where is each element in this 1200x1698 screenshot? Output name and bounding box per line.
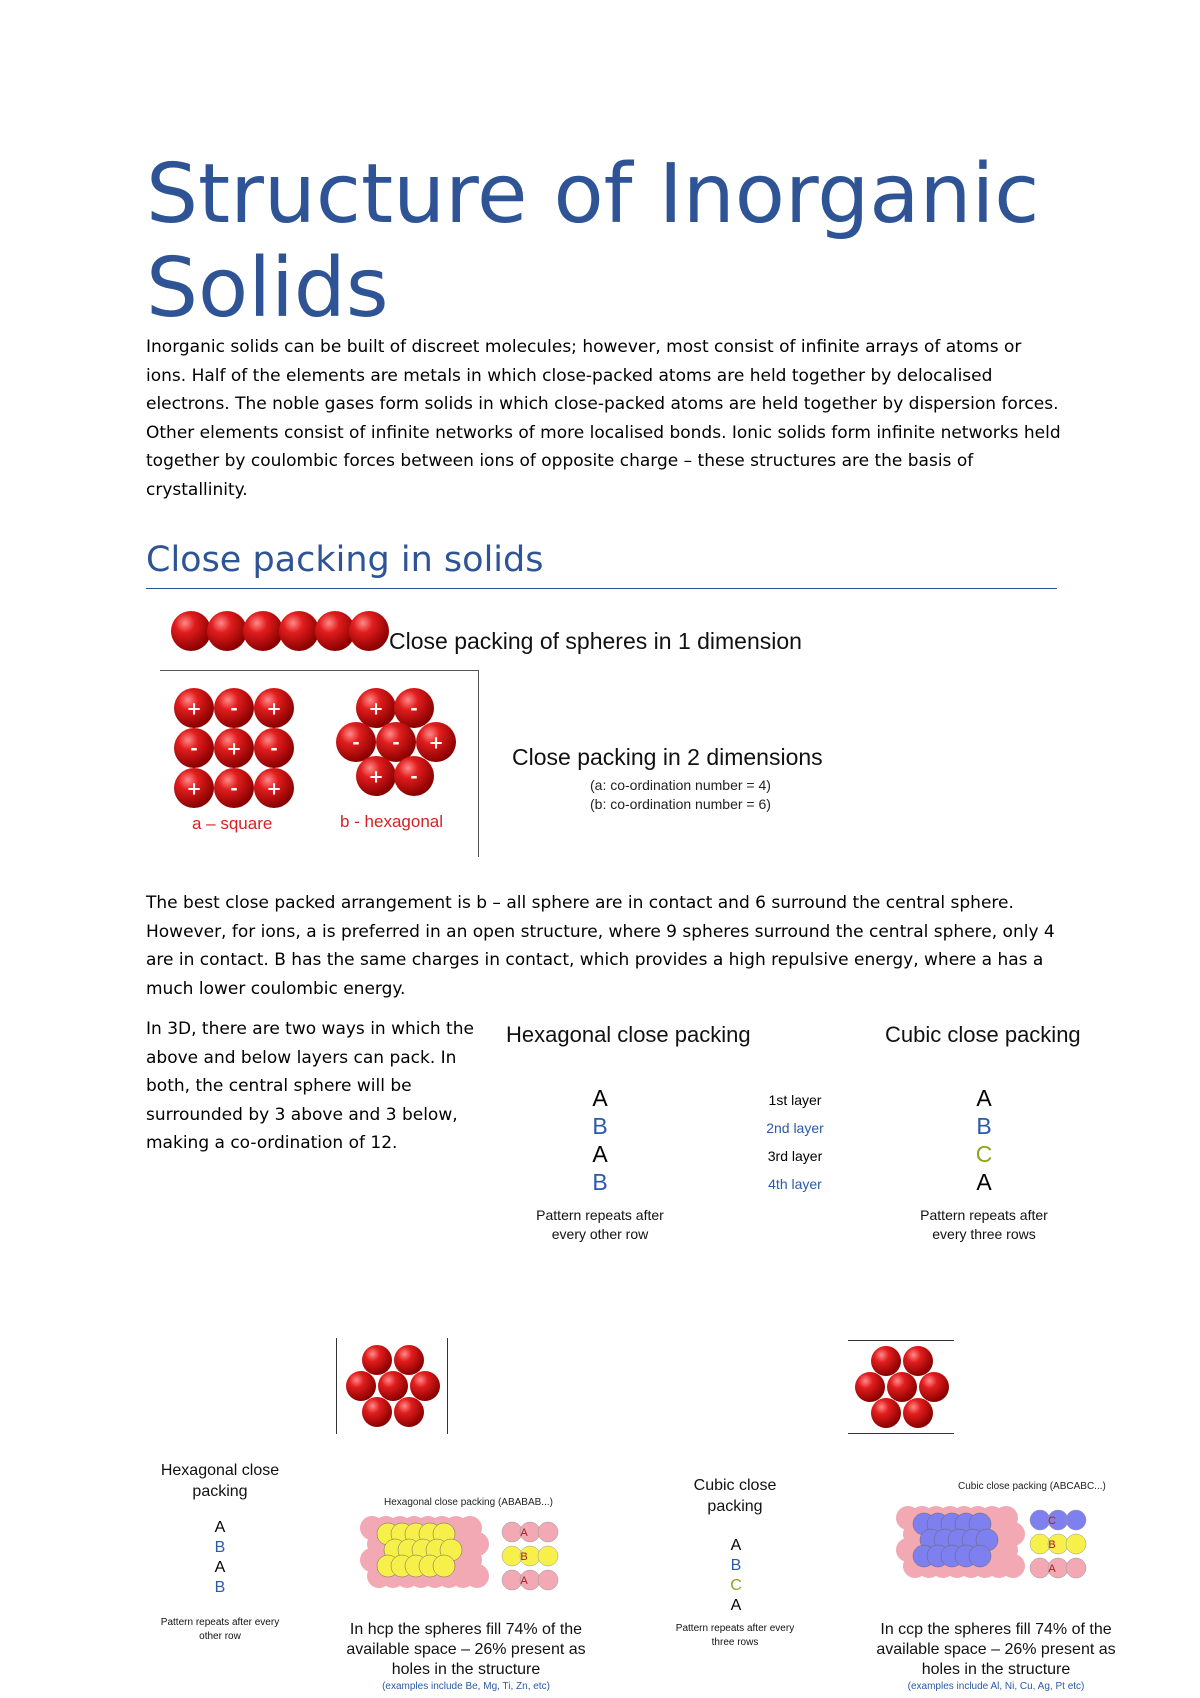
stack-sphere [538, 1522, 558, 1542]
sphere [362, 1345, 392, 1375]
sphere [279, 611, 319, 651]
charge-label: + [186, 698, 202, 720]
sphere [394, 1397, 424, 1427]
charge-label: + [186, 778, 202, 800]
stack-sphere [538, 1570, 558, 1590]
ccp-fill-note [860, 1620, 1132, 1694]
ccp-small-label: Cubic close packing [693, 1477, 777, 1515]
caption-1d: Close packing of spheres in 1 dimension [389, 628, 802, 654]
figure-close-packing-1d-2d [160, 606, 880, 856]
stack-letter: A [520, 1527, 528, 1539]
ccp-small-layers [716, 1536, 756, 1616]
layer-letter: B [214, 1579, 226, 1596]
charge-label: - [352, 732, 360, 754]
sphere [243, 611, 283, 651]
sphere [349, 611, 389, 651]
hcp-side-stack [502, 1520, 558, 1600]
layer-label: 4th layer [768, 1176, 822, 1192]
ccp-diagram-title: Cubic close packing (ABCABC...) [958, 1481, 1106, 1492]
caption-2d: Close packing in 2 dimensions [512, 744, 823, 770]
square-lattice [172, 686, 302, 816]
ccp-small-repeat: Pattern repeats after every three rows [675, 1623, 795, 1648]
layer-letter: A [214, 1519, 226, 1536]
layer-letter: A [976, 1169, 992, 1195]
layer-letter: C [975, 1141, 993, 1167]
ccp-examples: (examples include Al, Ni, Cu, Ag, Pt etc) [907, 1681, 1085, 1692]
layer-labels [750, 1086, 840, 1198]
sphere [871, 1398, 901, 1428]
charge-label: + [368, 766, 384, 788]
layer-letter: C [730, 1577, 742, 1594]
layer-letter: A [592, 1141, 608, 1167]
seven-sphere-cluster [856, 1347, 948, 1427]
seven-sphere-cluster [347, 1346, 439, 1426]
sphere [378, 1371, 408, 1401]
stack-sphere [502, 1522, 522, 1542]
note-b: (b: co-ordination number = 6) [590, 796, 771, 812]
ccp-side-stack [1030, 1508, 1086, 1594]
page-title: Structure of Inorganic Solids [146, 147, 1040, 336]
base-layer-sphere [465, 1564, 489, 1588]
charge-label: + [226, 738, 242, 760]
hcp-repeat-note: Pattern repeats after every other row [536, 1207, 664, 1242]
label-square: a – square [192, 814, 273, 833]
note-a: (a: co-ordination number = 4) [590, 777, 771, 793]
figure-layer-patterns [500, 1018, 1110, 1248]
top-layer-sphere [433, 1555, 455, 1577]
stack-letter: B [520, 1551, 528, 1563]
sphere [362, 1397, 392, 1427]
ccp-repeat-note: Pattern repeats after every three rows [920, 1207, 1048, 1242]
paragraph-best-arrangement: The best close packed arrangement is b – all sphere are in contact and 6 surround the central sphere. However, for ions, a is preferred in an open structure, where 9 spheres surround the central sphere, only 4 are in contact. B has the same charges in contact, which provides a high repulsive energy, where a has a much lower coulombic energy. [146, 893, 1055, 999]
stack-sphere [1030, 1558, 1050, 1578]
hcp-fill-text: In hcp the spheres fill 74% of the available space – 26% present as holes in the structure [346, 1621, 586, 1678]
layer-letter: B [730, 1557, 742, 1574]
sphere [207, 611, 247, 651]
ccp-heading: Cubic close packing [885, 1022, 1081, 1047]
ccp-layer-image [848, 1340, 954, 1434]
hcp-small-label: Hexagonal close packing [160, 1462, 280, 1500]
charge-label: + [266, 698, 282, 720]
charge-label: + [266, 778, 282, 800]
charge-label: - [410, 766, 418, 788]
hcp-fill-note [330, 1620, 602, 1694]
stack-letter: B [1048, 1539, 1056, 1551]
stack-sphere [1030, 1510, 1050, 1530]
sphere [903, 1398, 933, 1428]
ccp-layer-stack [964, 1084, 1004, 1196]
layer-letter: B [214, 1539, 226, 1556]
stack-sphere [502, 1546, 522, 1566]
charge-label: - [410, 698, 418, 720]
layer-label: 3rd layer [767, 1148, 823, 1164]
layer-letter: A [976, 1085, 992, 1111]
hcp-heading: Hexagonal close packing [506, 1022, 751, 1047]
charge-label: - [270, 738, 278, 760]
charge-label: + [368, 698, 384, 720]
sphere [171, 611, 211, 651]
spheres-1d-row [170, 608, 390, 654]
section-heading: Close packing in solids [146, 540, 544, 580]
layer-letter: A [214, 1559, 226, 1576]
charge-label: - [230, 778, 238, 800]
layer-letter: B [592, 1169, 608, 1195]
stack-letter: A [520, 1575, 528, 1587]
stack-sphere [1066, 1558, 1086, 1578]
intro-paragraph: Inorganic solids can be built of discreet molecules; however, most consist of infinite arrays of atoms or ions. Half of the elements are metals in which close-packed atoms are held together by delocalised electrons. The noble gases form solids in which close-packed atoms are held together by dispersion forces. Other elements consist of infinite networks of more localised bonds. Ionic solids form infinite networks held together by coulombic forces between ions of opposite charge – these structures are the basis of crystallinity. [146, 337, 1061, 500]
layer-letter: A [730, 1597, 742, 1614]
layer-label: 2nd layer [766, 1120, 824, 1136]
hcp-examples: (examples include Be, Mg, Ti, Zn, etc) [382, 1681, 550, 1692]
stack-letter: C [1048, 1515, 1056, 1527]
base-layer-sphere [1001, 1554, 1025, 1578]
hcp-small-layers [200, 1518, 240, 1598]
hcp-layer-image [336, 1338, 448, 1434]
label-hexagonal: b - hexagonal [340, 812, 444, 831]
top-layer-sphere [969, 1545, 991, 1567]
layer-letter: A [592, 1085, 608, 1111]
charge-label: - [392, 732, 400, 754]
stack-sphere [1030, 1534, 1050, 1554]
section-heading-rule [146, 588, 1057, 589]
hcp-diagram-title: Hexagonal close packing (ABABAB...) [384, 1497, 553, 1508]
sphere [855, 1372, 885, 1402]
hcp-layer-stack [580, 1084, 620, 1196]
sphere [346, 1371, 376, 1401]
layer-letter: A [730, 1537, 742, 1554]
stack-sphere [502, 1570, 522, 1590]
stack-letter: A [1048, 1563, 1056, 1575]
sphere [919, 1372, 949, 1402]
sphere [903, 1346, 933, 1376]
sphere [871, 1346, 901, 1376]
sphere [410, 1371, 440, 1401]
stack-sphere [1066, 1534, 1086, 1554]
hcp-small-repeat: Pattern repeats after every other row [160, 1617, 280, 1642]
sphere [887, 1372, 917, 1402]
layer-letter: B [976, 1113, 992, 1139]
charge-label: - [230, 698, 238, 720]
charge-label: + [428, 732, 444, 754]
sphere [394, 1345, 424, 1375]
layer-letter: B [592, 1113, 608, 1139]
paragraph-3d-packing: In 3D, there are two ways in which the above and below layers can pack. In both, the central sphere will be surrounded by 3 above and 3 below, making a co-ordination of 12. [146, 1019, 474, 1153]
stack-sphere [1066, 1510, 1086, 1530]
layer-label: 1st layer [768, 1092, 822, 1108]
ccp-fill-text: In ccp the spheres fill 74% of the available space – 26% present as holes in the structure [876, 1621, 1116, 1678]
charge-label: - [190, 738, 198, 760]
stack-sphere [538, 1546, 558, 1566]
hexagonal-lattice [332, 686, 462, 816]
